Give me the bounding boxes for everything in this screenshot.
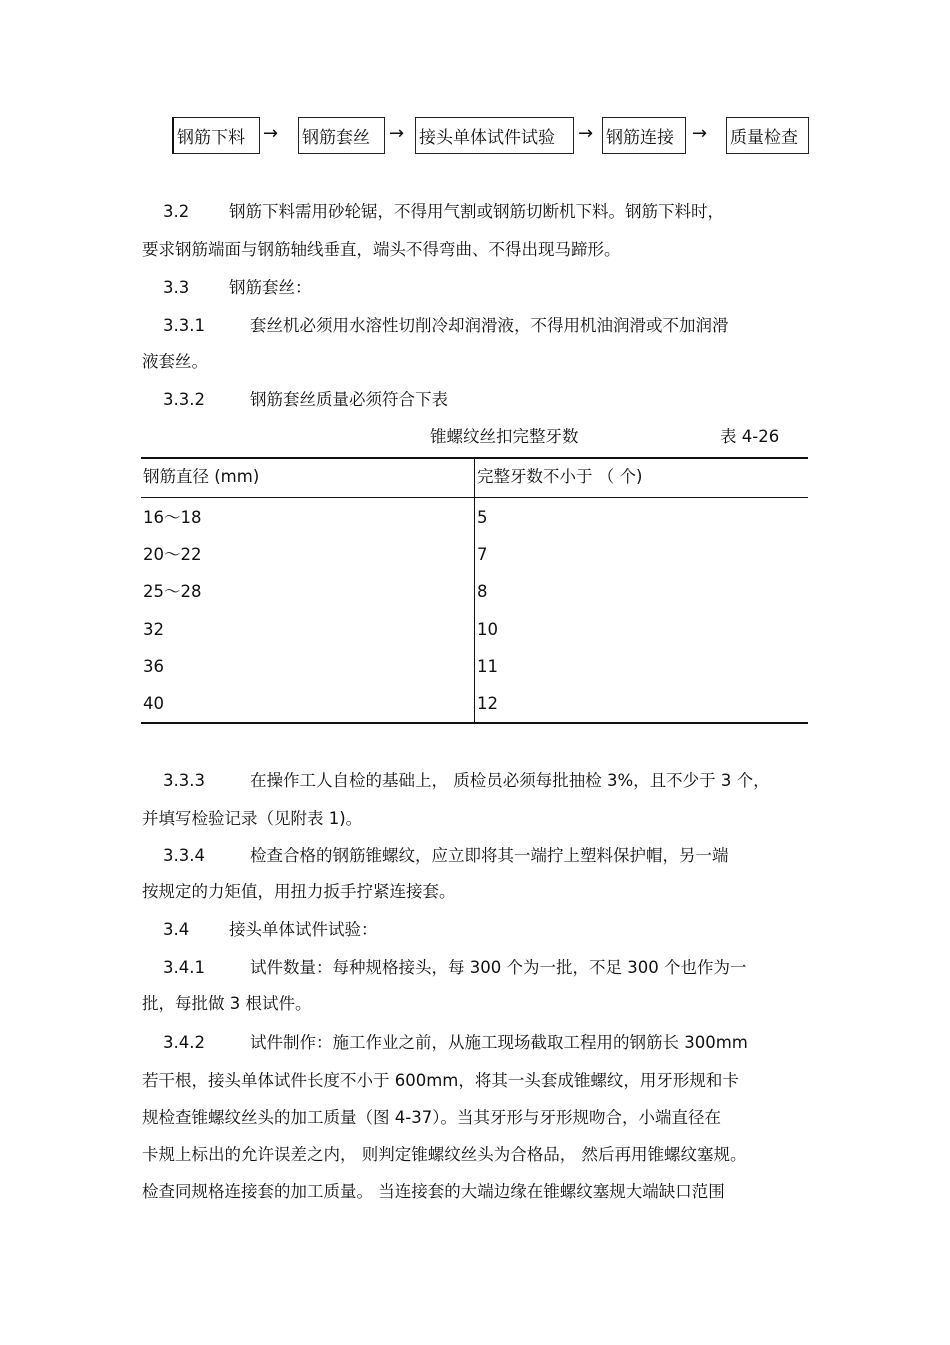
flow-arrow-icon: → [692,123,708,144]
paragraph-line: 规检查锥螺纹丝头的加工质量（图 4-37）。当其牙形与牙形规吻合，小端直径在 [142,1108,721,1127]
table-cell-diameter: 40 [143,694,164,713]
paragraph-line: 试件制作：施工作业之前，从施工现场截取工程用的钢筋长 300mm [250,1033,748,1052]
table-cell-threads: 11 [477,657,498,676]
section-number: 3.4 [163,920,190,939]
table-cell-threads: 5 [477,508,488,527]
section-number: 3.4.1 [163,958,205,977]
table-title: 锥螺纹丝扣完整牙数 [430,427,579,446]
section-number: 3.3.2 [163,390,205,409]
section-number: 3.4.2 [163,1033,205,1052]
flow-step-label: 接头单体试件试验 [419,128,555,148]
table-cell-diameter: 20～22 [143,545,202,564]
flow-step-joint-test [415,117,574,154]
flow-arrow-icon: → [389,123,405,144]
paragraph-line: 接头单体试件试验： [229,920,378,939]
paragraph-line: 钢筋下料需用砂轮锯，不得用气割或钢筋切断机下料。钢筋下料时， [229,202,724,221]
section-number: 3.3.3 [163,771,205,790]
paragraph-line: 要求钢筋端面与钢筋轴线垂直，端头不得弯曲、不得出现马蹄形。 [142,240,621,259]
paragraph-line: 检查合格的钢筋锥螺纹，应立即将其一端拧上塑料保护帽，另一端 [250,846,729,865]
flow-step-label: 钢筋下料 [177,128,245,148]
table-cell-diameter: 36 [143,657,164,676]
paragraph-line: 并填写检验记录（见附表 1)。 [142,809,363,828]
paragraph-line: 检查同规格连接套的加工质量。 当连接套的大端边缘在锥螺纹塞规大端缺口范围 [142,1182,725,1201]
paragraph-line: 在操作工人自检的基础上， 质检员必须每批抽检 3%，且不少于 3 个， [250,771,770,790]
paragraph-line: 卡规上标出的允许误差之内， 则判定锥螺纹丝头为合格品， 然后再用锥螺纹塞规。 [142,1145,747,1164]
paragraph-line: 钢筋套丝质量必须符合下表 [250,390,448,409]
section-number: 3.3 [163,278,190,297]
flow-arrow-icon: → [263,123,279,144]
table-header-diameter: 钢筋直径 (mm) [143,467,260,486]
flow-step-connect [602,117,686,154]
paragraph-line: 试件数量：每种规格接头，每 300 个为一批，不足 300 个也作为一 [250,958,747,977]
flow-step-label: 质量检查 [730,128,798,148]
flow-step-threading [298,117,385,154]
paragraph-line: 钢筋套丝： [229,278,312,297]
table-column-divider [474,459,475,723]
table-number: 表 4-26 [720,427,780,446]
section-number: 3.3.4 [163,846,205,865]
table-cell-threads: 12 [477,694,498,713]
table-cell-diameter: 16～18 [143,508,202,527]
flow-step-cut-rebar [172,117,260,154]
table-cell-threads: 10 [477,620,498,639]
paragraph-line: 套丝机必须用水溶性切削冷却润滑液，不得用机油润滑或不加润滑 [250,316,729,335]
flow-step-label: 钢筋连接 [606,128,674,148]
section-number: 3.3.1 [163,316,205,335]
table-cell-threads: 7 [477,545,488,564]
flow-step-label: 钢筋套丝 [302,128,370,148]
paragraph-line: 若干根，接头单体试件长度不小于 600mm，将其一头套成锥螺纹，用牙形规和卡 [142,1071,739,1090]
section-number: 3.2 [163,202,190,221]
flow-arrow-icon: → [578,123,594,144]
table-cell-diameter: 25～28 [143,582,202,601]
paragraph-line: 按规定的力矩值，用扭力扳手拧紧连接套。 [142,882,456,901]
table-cell-threads: 8 [477,582,488,601]
table-header-threads: 完整牙数不小于 （ 个) [477,467,643,486]
table-cell-diameter: 32 [143,620,164,639]
flow-step-quality-check [726,117,809,154]
paragraph-line: 批，每批做 3 根试件。 [142,994,312,1013]
paragraph-line: 液套丝。 [142,352,208,371]
